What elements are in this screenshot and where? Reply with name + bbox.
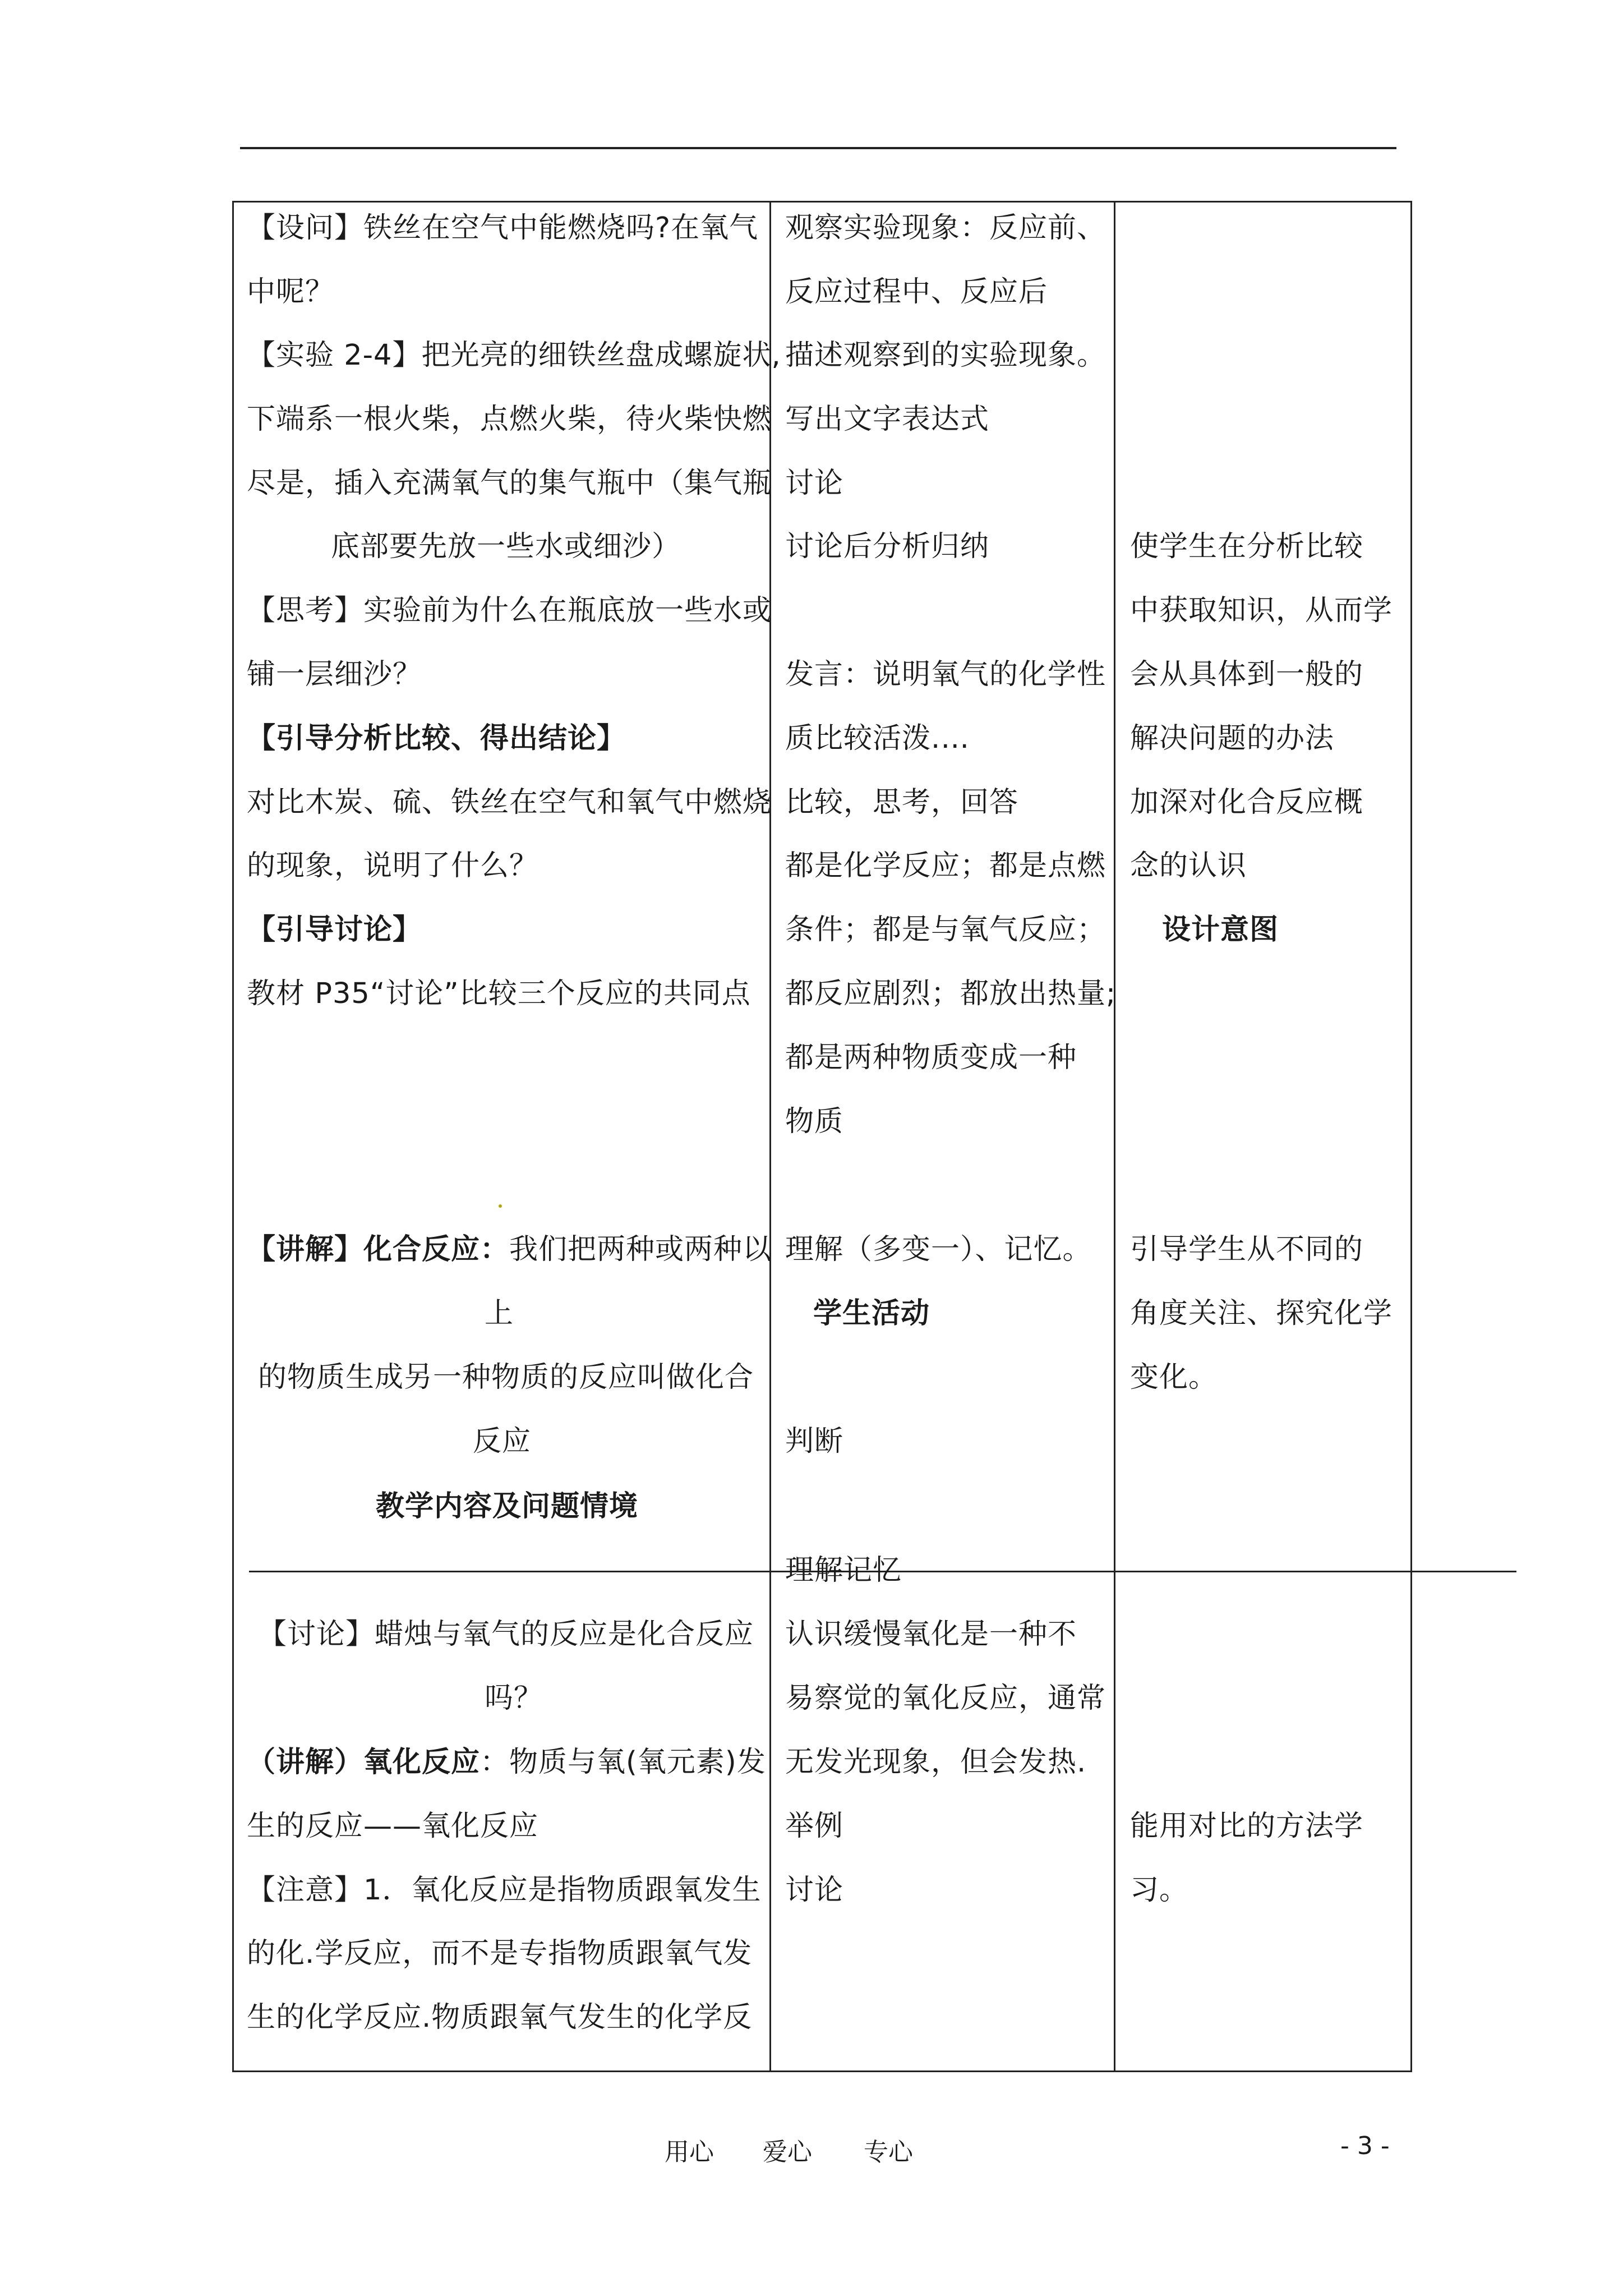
footer-motto-1: 用心 [665,2138,714,2166]
table-border-bottom [232,2070,1412,2072]
table-border-right [1410,201,1412,2072]
mid-line: 易察觉的氧化反应，通常 [785,1682,1106,1715]
right-line: 角度关注、探究化学 [1130,1297,1393,1330]
left-line: 对比木炭、硫、铁丝在空气和氧气中燃烧 [247,786,772,819]
mid-line: 理解记忆 [785,1554,902,1587]
left-line: 教材 P35“讨论”比较三个反应的共同点 [247,977,751,1010]
mid-line: 观察实验现象：反应前、 [785,211,1106,245]
mid-line: 质比较活泼.… [785,722,970,755]
footer-motto-2: 爱心 [763,2138,812,2166]
right-line: 习。 [1130,1874,1189,1907]
left-line: 铺一层细沙？ [247,658,422,691]
left-line: 下端系一根火柴，点燃火柴，待火柴快燃 [247,403,772,436]
right-line: 变化。 [1130,1361,1218,1394]
left-heading: 【引导讨论】 [247,913,422,946]
left-line: 生的反应——氧化反应 [247,1810,539,1843]
right-line: 能用对比的方法学 [1130,1810,1364,1843]
left-line: 尽是，插入充满氧气的集气瓶中（集气瓶 [247,467,772,500]
page-number: - 3 - [1340,2132,1390,2160]
mid-line: 都是化学反应；都是点燃 [785,849,1106,882]
mid-line: 讨论 [785,1874,844,1907]
mid-line: 都反应剧烈；都放出热量; [785,977,1117,1010]
table-border-top [232,201,1412,203]
mid-line: 判断 [785,1425,844,1458]
column-header-right: 设计意图 [1162,913,1279,946]
right-line: 中获取知识，从而学 [1130,594,1393,627]
table-divider-2 [1114,201,1115,2072]
left-line: 【思考】实验前为什么在瓶底放一些水或 [247,594,772,627]
left-heading: 【引导分析比较、得出结论】 [247,722,626,755]
left-line: 【实验 2-4】把光亮的细铁丝盘成螺旋状, [247,339,781,372]
header-rule [240,147,1396,149]
mid-line: 都是两种物质变成一种 [785,1041,1077,1074]
left-line: 的化.学反应，而不是专指物质跟氧气发 [247,1937,753,1970]
left-line: 的物质生成另一种物质的反应叫做化合 [258,1361,754,1394]
right-line: 解决问题的办法 [1130,722,1335,755]
column-header-mid: 学生活动 [813,1297,930,1330]
left-line: 【设问】铁丝在空气中能燃烧吗?在氧气 [247,211,759,245]
right-line: 引导学生从不同的 [1130,1233,1364,1266]
left-line: 的现象，说明了什么？ [247,849,539,882]
table-border-left [232,201,234,2072]
left-line: 吗？ [485,1682,543,1715]
right-line: 加深对化合反应概 [1130,786,1364,819]
left-line: 【讲解】化合反应：我们把两种或两种以 [247,1233,772,1266]
mid-line: 发言：说明氧气的化学性 [785,658,1106,691]
left-line: 底部要先放一些水或细沙） [331,530,681,563]
mid-line: 理解（多变一）、记忆。 [785,1233,1092,1266]
left-line: 反应 [473,1425,532,1458]
mid-line: 认识缓慢氧化是一种不 [785,1618,1077,1651]
left-line: 上 [485,1297,514,1330]
mid-line: 条件；都是与氧气反应； [785,913,1106,946]
column-header-left: 教学内容及问题情境 [376,1490,639,1523]
left-line: 【讨论】蜡烛与氧气的反应是化合反应 [258,1618,754,1651]
mid-line: 讨论后分析归纳 [785,530,990,563]
mid-line: 举例 [785,1810,844,1843]
mid-line: 比较，思考，回答 [785,786,1019,819]
right-line: 会从具体到一般的 [1130,658,1364,691]
left-line: 中呢？ [247,275,335,309]
mid-line: 反应过程中、反应后 [785,275,1048,309]
mid-line: 讨论 [785,467,844,500]
mid-line: 无发光现象，但会发热. [785,1746,1087,1779]
left-line: 生的化学反应.物质跟氧气发生的化学反 [247,2001,753,2034]
right-line: 使学生在分析比较 [1130,530,1364,563]
footer-motto-3: 专心 [864,2138,913,2166]
mid-line: 写出文字表达式 [785,403,990,436]
left-line: 【注意】1．氧化反应是指物质跟氧发生 [247,1874,762,1907]
right-line: 念的认识 [1130,849,1247,882]
mid-line: 物质 [785,1105,844,1138]
left-line: （讲解）氧化反应：物质与氧(氧元素)发 [247,1746,766,1779]
mid-line: 描述观察到的实验现象。 [785,339,1106,372]
stray-dot [499,1204,502,1208]
